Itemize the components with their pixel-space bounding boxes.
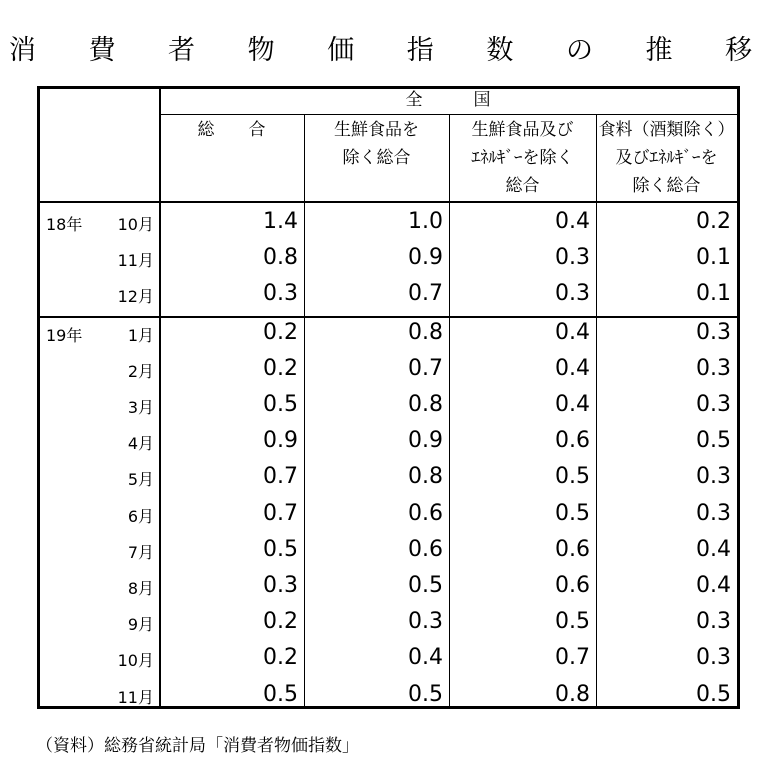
column-header-line: 除く総合: [342, 148, 411, 168]
table-value: 0.3: [263, 573, 298, 598]
table-value: 0.3: [696, 355, 731, 381]
table-value: 0.6: [555, 536, 590, 562]
table-value: 0.4: [555, 209, 590, 234]
source-note: （資料）総務省統計局「消費者物価指数」: [36, 736, 359, 756]
table-value: 0.3: [696, 319, 731, 345]
month-label: 3月: [127, 398, 154, 417]
month-label: 11月: [117, 687, 154, 707]
table-value: 0.2: [263, 319, 298, 345]
month-label: 5月: [127, 470, 154, 490]
month-label: 9月: [127, 615, 154, 635]
table-value: 0.1: [696, 245, 731, 271]
table-value: 0.4: [696, 536, 731, 562]
table-value: 0.3: [555, 281, 590, 307]
table-value: 0.2: [263, 609, 298, 635]
header-bottom-line: [40, 201, 737, 203]
table-value: 1.4: [263, 209, 298, 234]
table-value: 0.5: [263, 392, 298, 417]
table-value: 0.9: [263, 428, 298, 454]
table-value: 0.3: [696, 464, 731, 490]
table-value: 0.3: [696, 392, 731, 417]
table-value: 0.5: [263, 536, 298, 562]
table-value: 0.5: [555, 609, 590, 635]
month-label: 7月: [127, 542, 154, 562]
year-label: 18年: [46, 215, 83, 234]
column-header-line: 及びｴﾈﾙｷﾞｰを: [615, 148, 718, 168]
year-separator-line: [40, 316, 737, 318]
table-value: 0.6: [408, 500, 443, 526]
table-value: 0.4: [555, 355, 590, 381]
table-value: 0.6: [555, 428, 590, 454]
table-value: 0.5: [696, 681, 731, 707]
table-value: 0.2: [696, 209, 731, 234]
table-value: 0.4: [555, 319, 590, 345]
column-header-line: 食料（酒類除く）: [598, 120, 735, 140]
table-value: 0.4: [408, 645, 443, 671]
table-value: 0.7: [263, 464, 298, 490]
table-value: 0.7: [263, 500, 298, 526]
table-value: 0.8: [408, 392, 443, 417]
column-header-line: 生鮮食品及び: [471, 120, 574, 140]
month-label: 12月: [117, 287, 154, 307]
column-header: [449, 116, 596, 201]
table-value: 0.8: [408, 464, 443, 490]
table-value: 0.5: [408, 573, 443, 598]
table-value: 0.5: [555, 464, 590, 490]
table-value: 0.8: [555, 681, 590, 707]
column-header-line: 除く総合: [632, 176, 701, 196]
month-label: 4月: [127, 434, 154, 454]
table-value: 0.7: [555, 645, 590, 671]
column-header: [596, 116, 737, 201]
month-label: 1月: [127, 325, 154, 345]
table-value: 0.5: [696, 428, 731, 454]
year-label: 19年: [46, 325, 83, 345]
cpi-table: [37, 86, 740, 709]
month-label: 11月: [117, 251, 154, 271]
table-value: 0.3: [263, 281, 298, 307]
month-label: 10月: [117, 215, 154, 234]
table-value: 0.7: [408, 281, 443, 307]
table-value: 0.9: [408, 428, 443, 454]
table-value: 0.5: [408, 681, 443, 707]
table-value: 0.3: [555, 245, 590, 271]
table-value: 0.8: [263, 245, 298, 271]
column-header-line: 総 合: [197, 120, 266, 140]
table-value: 0.3: [408, 609, 443, 635]
group-header-line: [159, 114, 737, 115]
column-header: [159, 116, 304, 201]
table-value: 0.5: [555, 500, 590, 526]
table-value: 0.5: [263, 681, 298, 707]
table-value: 0.6: [555, 573, 590, 598]
table-value: 0.4: [696, 573, 731, 598]
page-title: 消 費 者 物 価 指 数 の 推 移: [8, 35, 775, 66]
table-value: 0.3: [696, 500, 731, 526]
month-label: 6月: [127, 506, 154, 526]
group-header: 全 国: [405, 90, 491, 110]
month-label: 8月: [127, 579, 154, 598]
table-value: 0.9: [408, 245, 443, 271]
table-value: 0.8: [408, 319, 443, 345]
column-header: [304, 116, 449, 201]
table-value: 0.7: [408, 355, 443, 381]
table-value: 1.0: [408, 209, 443, 234]
table-value: 0.1: [696, 281, 731, 307]
table-value: 0.3: [696, 609, 731, 635]
table-value: 0.6: [408, 536, 443, 562]
column-header-line: ｴﾈﾙｷﾞｰを除く: [471, 148, 574, 168]
table-value: 0.2: [263, 355, 298, 381]
month-label: 2月: [127, 361, 154, 381]
column-header-line: 生鮮食品を: [334, 120, 419, 140]
table-value: 0.2: [263, 645, 298, 671]
table-value: 0.3: [696, 645, 731, 671]
column-header-line: 総合: [505, 176, 540, 196]
month-label: 10月: [117, 651, 154, 671]
table-value: 0.4: [555, 392, 590, 417]
